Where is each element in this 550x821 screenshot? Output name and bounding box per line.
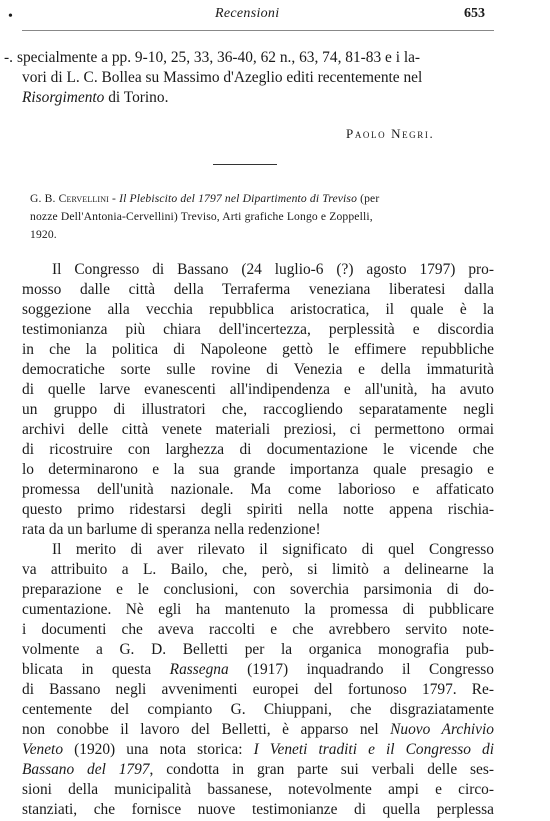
- review-signature: Paolo Negri.: [346, 126, 435, 141]
- journal-title: Rassegna: [169, 661, 229, 678]
- text-line: Il Congresso di Bassano (24 luglio-6 (?) agosto 1797) pro-: [52, 261, 494, 278]
- text-line: blicata in questa Rassegna (1917) inquadrando il Congresso: [22, 661, 494, 678]
- paragraph-2: [22, 540, 494, 820]
- book-author: G. B. Cervellini: [30, 192, 109, 205]
- text-line: di quelle larve evanescenti all'indipendenza e all'unità, ha avuto: [22, 381, 494, 398]
- journal-title: Risorgimento: [22, 89, 105, 106]
- journal-title: Veneto: [22, 741, 64, 758]
- margin-bullet: •: [8, 9, 13, 24]
- book-title: Il Plebiscito del 1797 nel Dipartimento di Treviso: [119, 192, 358, 205]
- text-line: lo determinarono e la sua grande importanza quale presagio e: [22, 461, 494, 478]
- journal-title: Nuovo Archivio: [390, 721, 494, 738]
- text-line: -. specialmente a pp. 9-10, 25, 33, 36-40, 62 n., 63, 74, 81-83 e i la-: [4, 49, 421, 66]
- text-line: questo primo ridestarsi degli spiriti nella notte appena rischia-: [22, 501, 494, 518]
- text-line: i documenti che aveva raccolti e che avrebbero servito note-: [22, 621, 494, 638]
- text-line: preparazione e le conclusioni, con soverchia parsimonia di do-: [22, 581, 494, 598]
- text-line: 1920.: [30, 228, 57, 241]
- text-line: di Bassano negli avvenimenti europei del fortunoso 1797. Re-: [22, 681, 494, 698]
- text-line: Veneto (1920) una nota storica: I Veneti traditi e il Congresso di: [22, 741, 494, 758]
- text-line: in che la politica di Napoleone gettò le effimere repubbliche: [22, 341, 494, 358]
- text-line: di ricostruire con larghezza di documentazione le vicende che: [22, 441, 494, 458]
- text-line: va attribuito a L. Bailo, che, però, si limitò a delinearne la: [22, 561, 494, 578]
- text-line: mosso dalle città della Terraferma veneziana liberatesi dalla: [22, 281, 494, 298]
- text-line: rata da un barlume di speranza nella redenzione!: [22, 521, 321, 538]
- text-line: stanziati, che fornisce nuove testimonianze di quella perplessa: [22, 801, 494, 818]
- paragraph-1: [22, 260, 494, 540]
- work-title: I Veneti traditi e il Congresso di: [253, 741, 494, 758]
- text-line: sioni della municipalità bassanese, notevolmente ampi e circo-: [22, 781, 494, 798]
- header-rule: [22, 30, 494, 31]
- work-title: Bassano del 1797: [22, 761, 150, 778]
- text-line: vori di L. C. Bollea su Massimo d'Azeglio editi recentemente nel: [22, 69, 423, 86]
- text-line: Il merito di aver rilevato il significato di quel Congresso: [52, 541, 494, 558]
- text-line: testimonianza più chiara dell'incertezza, perplessità e discordia: [22, 321, 494, 338]
- text-line: democratiche sorte sulle rovine di Venezia e della immaturità: [22, 361, 494, 378]
- running-head: Recensioni: [215, 6, 280, 21]
- text-line: un gruppo di illustratori che, raccogliendo separatamente negli: [22, 401, 494, 418]
- text-line: non conobbe il lavoro del Belletti, è apparso nel Nuovo Archivio: [22, 721, 494, 738]
- text-line: volmente a G. D. Belletti per la organica monografia pub-: [22, 641, 494, 658]
- page-number: 653: [464, 6, 485, 21]
- text-line: promessa dell'unità nazionale. Ma come laborioso e affaticato: [22, 481, 494, 498]
- review-body: [22, 260, 494, 820]
- text-line: archivi delle città venete materiali preziosi, ci permettono ormai: [22, 421, 494, 438]
- text-line: soggezione alla vecchia repubblica aristocratica, il quale è la: [22, 301, 494, 318]
- text-line: nozze Dell'Antonia-Cervellini) Treviso, Arti grafiche Longo e Zoppelli,: [30, 210, 373, 223]
- text-line: Bassano del 1797, condotta in gran parte sui verbali delle ses-: [22, 761, 494, 778]
- text-line: G. B. Cervellini - Il Plebiscito del 1797 nel Dipartimento di Treviso (per: [30, 192, 380, 205]
- text-line: centemente del compianto G. Chiuppani, che disgraziatamente: [22, 701, 494, 718]
- margin-dash: -.: [4, 49, 13, 66]
- section-separator: [213, 164, 277, 165]
- text-line: Risorgimento di Torino.: [22, 89, 169, 106]
- continuation-paragraph: [4, 48, 494, 108]
- bibliographic-entry: [30, 190, 494, 244]
- text-line: cumentazione. Nè egli ha mantenuto la promessa di pubblicare: [22, 601, 494, 618]
